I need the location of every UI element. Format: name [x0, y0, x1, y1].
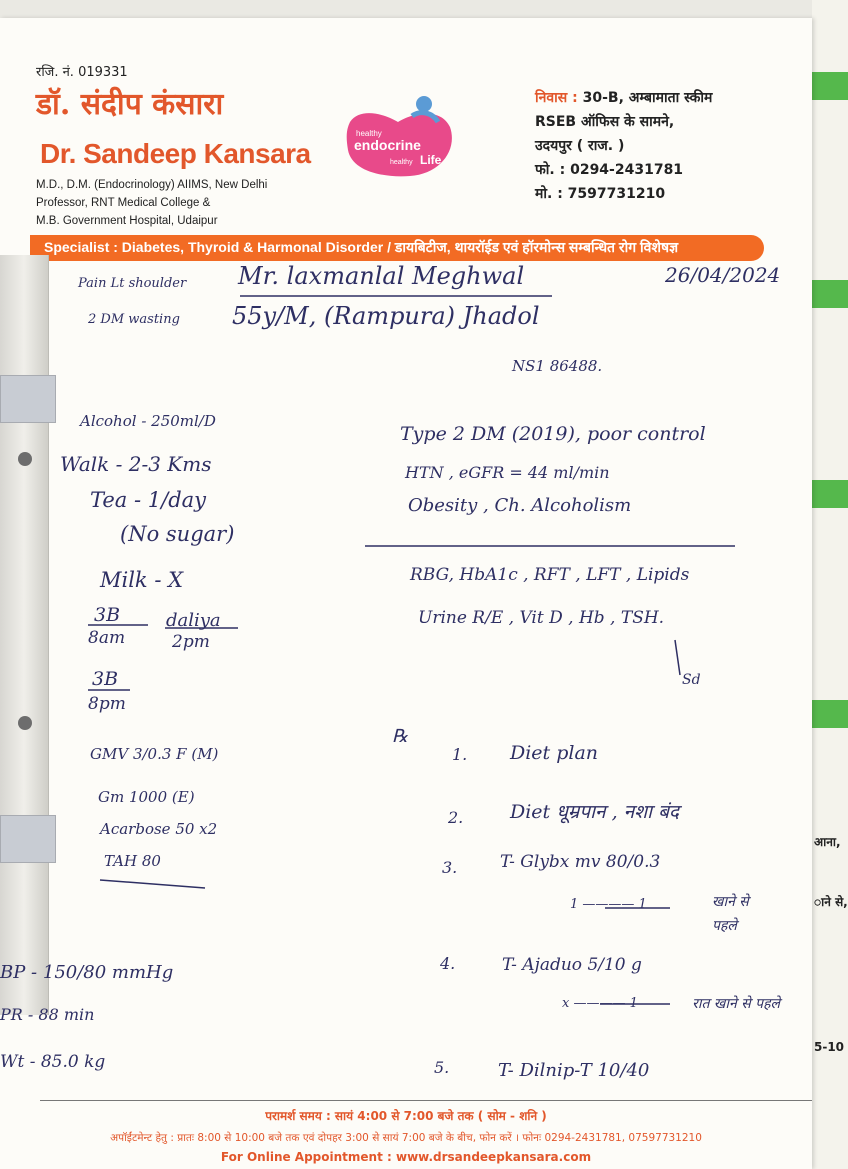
meal-time: 8pm	[88, 694, 126, 714]
rx-symbol: ℞	[392, 726, 409, 747]
address-label: निवास :	[535, 90, 578, 106]
patient-name: Mr. laxmanlal Meghwal	[238, 262, 525, 290]
logo-text-small: healthy	[356, 129, 382, 138]
visit-date: 26/04/2024	[665, 263, 781, 287]
body-weight: Wt - 85.0 kg	[0, 1052, 106, 1072]
milk-history: Milk - X	[100, 568, 184, 592]
meal-time: 2pm	[172, 632, 210, 652]
appointment-info: अपॉईंटमेन्ट हेतु : प्रातः 8:00 से 10:00 बजे तक एवं दोपहर 3:00 से सायं 7:00 बजे के बीच, फोन करें । फोनः 0294-2431781, 07597731210	[110, 1132, 702, 1144]
rx-dose: 1 ———— 1	[570, 897, 647, 912]
rx-item: T- Glybx mv 80/0.3	[500, 852, 661, 872]
rx-instruction: खाने से पहले	[712, 894, 749, 934]
previous-medication: Acarbose 50 x2	[100, 820, 218, 838]
side-fragment: 5-10	[814, 1040, 845, 1054]
rx-number: 5.	[434, 1058, 450, 1077]
rx-item: T- Dilnip-T 10/40	[498, 1060, 650, 1081]
side-fragment: ाने से,	[814, 895, 848, 909]
diagnosis-line: HTN , eGFR = 44 ml/min	[405, 463, 610, 482]
rx-item: Diet धूम्रपान , नशा बंद	[510, 801, 680, 823]
rx-dose: x ———— 1	[562, 996, 638, 1011]
qualification-line: Professor, RNT Medical College &	[36, 197, 211, 209]
patient-age-sex-place: 55y/M, (Rampura) Jhadol	[232, 302, 540, 330]
address-line: RSEB ऑफिस के सामने,	[535, 114, 675, 130]
phone-number: फो. : 0294-2431781	[535, 162, 684, 178]
logo-text-life: Life	[420, 153, 442, 167]
investigation-line: RBG, HbA1c , RFT , LFT , Lipids	[410, 565, 690, 585]
tea-history: Tea - 1/day	[90, 488, 207, 512]
meal-item: daliya	[166, 610, 221, 631]
consultation-timing: परामर्श समय : सायं 4:00 से 7:00 बजे तक ( सोम - शनि )	[265, 1109, 547, 1123]
rx-number: 1.	[452, 745, 468, 764]
mobile-number: मो. : 7597731210	[535, 186, 666, 202]
side-fragment: आना,	[814, 835, 841, 849]
pulse-rate: PR - 88 min	[0, 1005, 95, 1024]
diagnosis-line: Type 2 DM (2019), poor control	[400, 423, 706, 445]
previous-medication: GMV 3/0.3 F (M)	[90, 745, 219, 763]
complaint-line: 2 DM wasting	[88, 312, 180, 327]
sugar-note: (No sugar)	[120, 522, 235, 546]
qualification-line: M.D., D.M. (Endocrinology) AIIMS, New Delhi	[36, 179, 268, 191]
doctor-name-hindi: डॉ. संदीप कंसारा	[36, 87, 224, 122]
registration-code: NS1 86488.	[512, 357, 603, 375]
online-appointment-link[interactable]: For Online Appointment : www.drsandeepkansara.com	[220, 1150, 592, 1164]
diagnosis-line: Obesity , Ch. Alcoholism	[408, 495, 632, 516]
registration-number: रजि. नं. 019331	[36, 65, 128, 80]
blood-pressure: BP - 150/80 mmHg	[0, 962, 174, 983]
rx-item: Diet plan	[510, 742, 599, 764]
meal-item: 3B	[94, 604, 121, 626]
previous-medication: Gm 1000 (E)	[98, 788, 195, 806]
specialist-banner-text: Specialist : Diabetes, Thyroid & Harmonal Disorder / डायबिटीज, थायरॉईड एवं हॉरमोन्स सम्बन्धित रोग विशेषज्ञ	[44, 239, 679, 255]
walk-history: Walk - 2-3 Kms	[60, 452, 212, 476]
address-line: 30-B, अम्बामाता स्कीम	[582, 90, 713, 106]
doctor-signature: Sd	[682, 672, 701, 688]
rx-item: T- Ajaduo 5/10 g	[502, 955, 642, 975]
rx-instruction: रात खाने से पहले	[692, 996, 780, 1012]
logo-text-main: endocrine	[354, 137, 421, 153]
address-line: उदयपुर ( राज. )	[535, 138, 625, 154]
rx-number: 2.	[448, 808, 464, 827]
doctor-name-english: Dr. Sandeep Kansara	[40, 138, 311, 169]
alcohol-history: Alcohol - 250ml/D	[80, 412, 216, 430]
previous-medication: TAH 80	[104, 852, 161, 870]
rx-number: 3.	[442, 858, 458, 877]
investigation-line: Urine R/E , Vit D , Hb , TSH.	[418, 608, 665, 628]
qualification-line: M.B. Government Hospital, Udaipur	[36, 215, 218, 227]
complaint-line: Pain Lt shoulder	[78, 276, 187, 291]
logo-text-small: healthy	[390, 159, 413, 166]
meal-item: 3B	[92, 668, 119, 690]
meal-time: 8am	[88, 628, 126, 648]
footer-divider	[40, 1100, 812, 1101]
rx-number: 4.	[440, 954, 456, 973]
